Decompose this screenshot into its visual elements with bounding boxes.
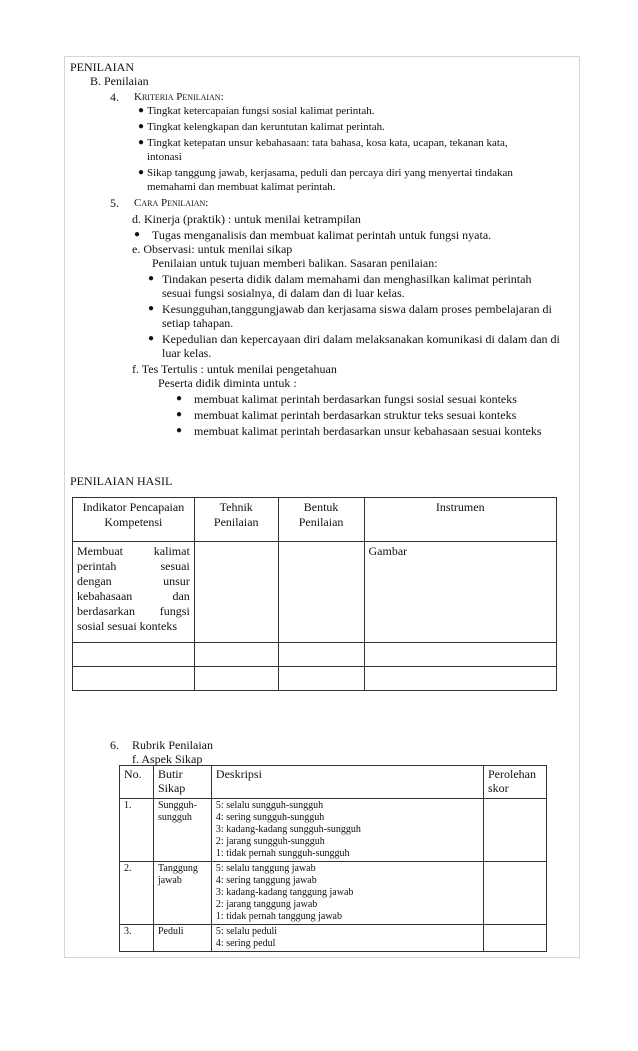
aspek-sikap-heading: f. Aspek Sikap — [132, 752, 203, 766]
section-b-heading: B. Penilaian — [90, 74, 149, 88]
method-f: f. Tes Tertulis : untuk menilai pengetahuan — [132, 362, 337, 376]
target-item-cont: luar kelas. — [162, 346, 212, 360]
item6-number: 6. — [110, 738, 119, 752]
method-f-desc: Peserta didik diminta untuk : — [158, 376, 297, 390]
bullet-icon: ● — [148, 333, 155, 344]
bullet-icon: ● — [148, 273, 155, 284]
table-row — [73, 643, 557, 667]
target-item: Kepedulian dan kepercayaan diri dalam melaksanakan komunikasi di dalam dan di — [162, 332, 560, 346]
skor-cell — [484, 862, 547, 925]
item4-title: Kriteria Penilaian: — [134, 91, 224, 103]
header-bentuk: Bentuk Penilaian — [278, 498, 364, 542]
criteria-item-cont: intonasi — [147, 151, 182, 163]
item6-title: Rubrik Penilaian — [132, 738, 213, 752]
item5-title: Cara Penilaian: — [134, 197, 209, 209]
header-no: No. — [120, 766, 154, 799]
item4-number: 4. — [110, 90, 119, 104]
hasil-heading: PENILAIAN HASIL — [70, 474, 173, 488]
bullet-icon: ● — [176, 393, 183, 404]
bullet-icon: ● — [148, 303, 155, 314]
instrumen-cell: Gambar — [364, 542, 556, 643]
table-row — [73, 542, 557, 643]
target-item-cont: setiap tahapan. — [162, 316, 234, 330]
rubric-table — [119, 765, 547, 952]
assessment-table — [72, 497, 557, 691]
table-row: 3. Peduli 5: selalu peduli 4: sering pedul — [120, 925, 547, 952]
skor-cell — [484, 799, 547, 862]
bentuk-cell — [278, 542, 364, 643]
method-e: e. Observasi: untuk menilai sikap — [132, 242, 293, 256]
target-item: Tindakan peserta didik dalam memahami dan menghasilkan kalimat perintah — [162, 272, 532, 286]
target-item: Kesungguhan,tanggungjawab dan kerjasama siswa dalam proses pembelajaran di — [162, 302, 552, 316]
bullet-icon: ● — [176, 425, 183, 436]
tehnik-cell — [194, 542, 278, 643]
target-item-cont: sesuai fungsi sosialnya, di dalam dan di luar kelas. — [162, 286, 405, 300]
header-tehnik: Tehnik Penilaian — [194, 498, 278, 542]
header-butir: Butir Sikap — [153, 766, 211, 799]
bullet-icon: ● — [138, 121, 145, 132]
bullet-icon: ● — [138, 167, 145, 178]
test-item: membuat kalimat perintah berdasarkan fungsi sosial sesuai konteks — [194, 392, 517, 406]
method-d-task: Tugas menganalisis dan membuat kalimat perintah untuk fungsi nyata. — [152, 228, 492, 242]
bullet-icon: ● — [134, 229, 141, 240]
criteria-item-cont: memahami dan membuat kalimat perintah. — [147, 181, 336, 193]
bullet-icon: ● — [176, 409, 183, 420]
skor-cell — [484, 925, 547, 952]
method-e-desc: Penilaian untuk tujuan memberi balikan. Sasaran penilaian: — [152, 256, 438, 270]
bullet-icon: ● — [138, 137, 145, 148]
test-item: membuat kalimat perintah berdasarkan struktur teks sesuai konteks — [194, 408, 517, 422]
item5-number: 5. — [110, 196, 119, 210]
method-d: d. Kinerja (praktik) : untuk menilai ketrampilan — [132, 212, 361, 226]
header-instrumen: Instrumen — [364, 498, 556, 542]
assessment-header-row — [73, 498, 557, 542]
bullet-icon: ● — [138, 105, 145, 116]
criteria-item: Tingkat kelengkapan dan keruntutan kalimat perintah. — [147, 121, 385, 133]
criteria-item: Tingkat ketercapaian fungsi sosial kalimat perintah. — [147, 105, 375, 117]
table-row: 2. Tanggung jawab 5: selalu tanggung jawab 4: sering tanggung jawab 3: kadang-kadang tanggung jawab 2: jarang tanggung jawab 1: tidak pernah tanggung jawab — [120, 862, 547, 925]
page-heading: PENILAIAN — [70, 60, 134, 74]
header-deskripsi: Deskripsi — [211, 766, 483, 799]
header-skor: Perolehan skor — [484, 766, 547, 799]
criteria-item: Tingkat ketepatan unsur kebahasaan: tata bahasa, kosa kata, ucapan, tekanan kata, — [147, 137, 508, 149]
criteria-item: Sikap tanggung jawab, kerjasama, peduli dan percaya diri yang menyertai tindakan — [147, 167, 513, 179]
rubric-header-row — [120, 766, 547, 799]
table-row: 1. Sungguh- sungguh 5: selalu sungguh-sungguh 4: sering sungguh-sungguh 3: kadang-kadang sungguh-sungguh 2: jarang sungguh-sungguh 1: tidak pernah sungguh-sungguh — [120, 799, 547, 862]
header-indikator: Indikator Pencapaian Kompetensi — [73, 498, 195, 542]
table-row — [73, 667, 557, 691]
indicator-cell: Membuat kalimat perintah sesuai dengan unsur kebahasaan dan berdasarkan fungsi sosial sesuai konteks — [73, 542, 195, 643]
test-item: membuat kalimat perintah berdasarkan unsur kebahasaan sesuai konteks — [194, 424, 542, 438]
